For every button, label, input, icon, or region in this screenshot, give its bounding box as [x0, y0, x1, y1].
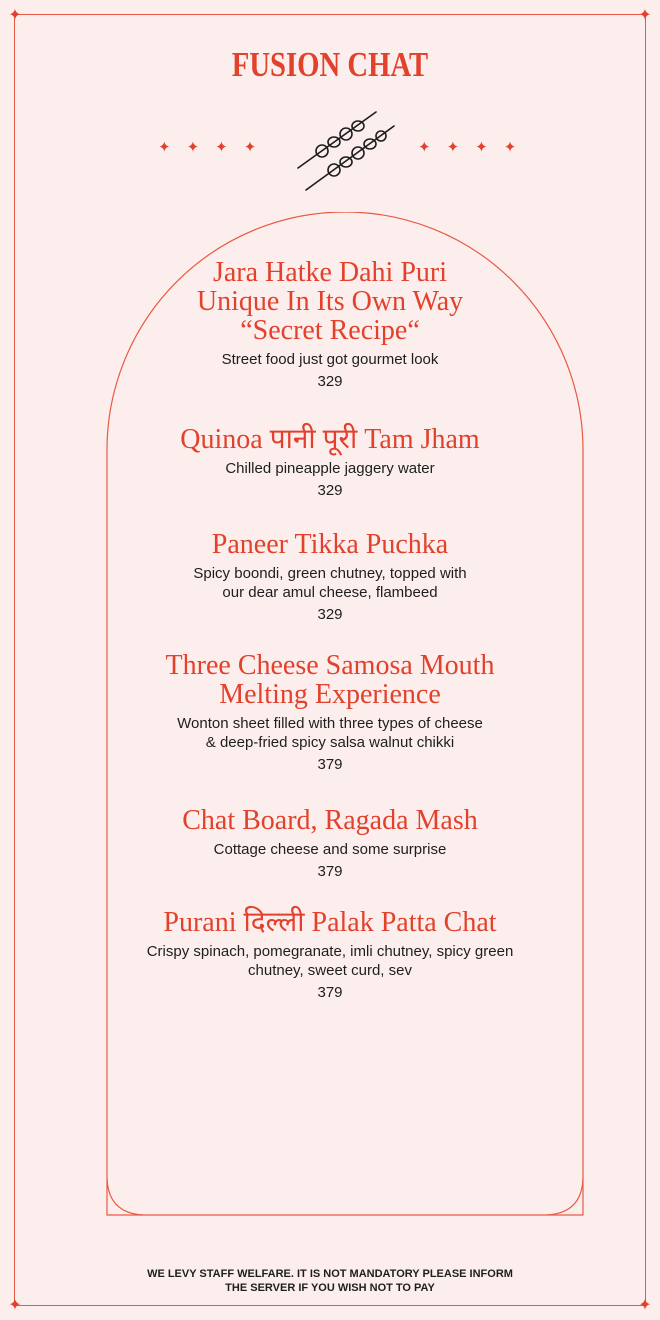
menu-item — [110, 258, 550, 391]
item-price: 379 — [317, 756, 343, 773]
menu-item — [110, 530, 550, 624]
menu-title: FUSION CHAT — [231, 45, 429, 84]
corner-star-icon: ✦ — [8, 1295, 22, 1314]
item-price: 379 — [317, 984, 343, 1001]
item-price: 379 — [317, 863, 343, 880]
item-price: 329 — [317, 373, 343, 390]
menu-item — [110, 425, 550, 500]
star-icon: ✦ — [475, 138, 488, 156]
menu-item — [110, 651, 550, 774]
item-description: Wonton sheet filled with three types of cheese & deep-fried spicy salsa walnut chikki — [177, 715, 483, 751]
corner-star-icon: ✦ — [638, 1295, 652, 1314]
item-name: Purani दिल्ली Palak Patta Chat — [163, 907, 497, 938]
item-name: Chat Board, Ragada Mash — [182, 805, 478, 836]
star-icon: ✦ — [215, 138, 228, 156]
item-name: Paneer Tikka Puchka — [211, 529, 449, 560]
corner-star-icon: ✦ — [8, 5, 22, 24]
item-price: 329 — [317, 606, 343, 623]
star-row-left — [158, 138, 256, 160]
star-row-right — [418, 138, 516, 160]
footer-note: WE LEVY STAFF WELFARE. IT IS NOT MANDATORY PLEASE INFORM THE SERVER IF YOU WISH NOT TO PAY — [147, 1268, 513, 1294]
star-icon: ✦ — [243, 138, 257, 156]
item-description: Crispy spinach, pomegranate, imli chutney, spicy green chutney, sweet curd, sev — [146, 943, 514, 979]
item-description: Cottage cheese and some surprise — [213, 841, 447, 858]
item-description: Street food just got gourmet look — [221, 351, 439, 368]
menu-item — [100, 908, 560, 1002]
skewers-icon — [292, 104, 400, 196]
star-icon: ✦ — [503, 138, 517, 156]
item-price: 329 — [317, 482, 343, 499]
star-icon: ✦ — [446, 138, 460, 156]
star-icon: ✦ — [158, 138, 171, 156]
item-name: Quinoa पानी पूरी Tam Jham — [180, 424, 480, 455]
menu-item — [110, 806, 550, 881]
corner-star-icon: ✦ — [638, 5, 652, 24]
item-name: Jara Hatke Dahi Puri Unique In Its Own Way “Secret Recipe“ — [196, 257, 464, 346]
item-description: Chilled pineapple jaggery water — [225, 460, 435, 477]
item-description: Spicy boondi, green chutney, topped with our dear amul cheese, flambeed — [193, 565, 467, 601]
star-icon: ✦ — [418, 138, 431, 156]
item-name: Three Cheese Samosa Mouth Melting Experience — [165, 650, 495, 710]
star-icon: ✦ — [186, 138, 200, 156]
